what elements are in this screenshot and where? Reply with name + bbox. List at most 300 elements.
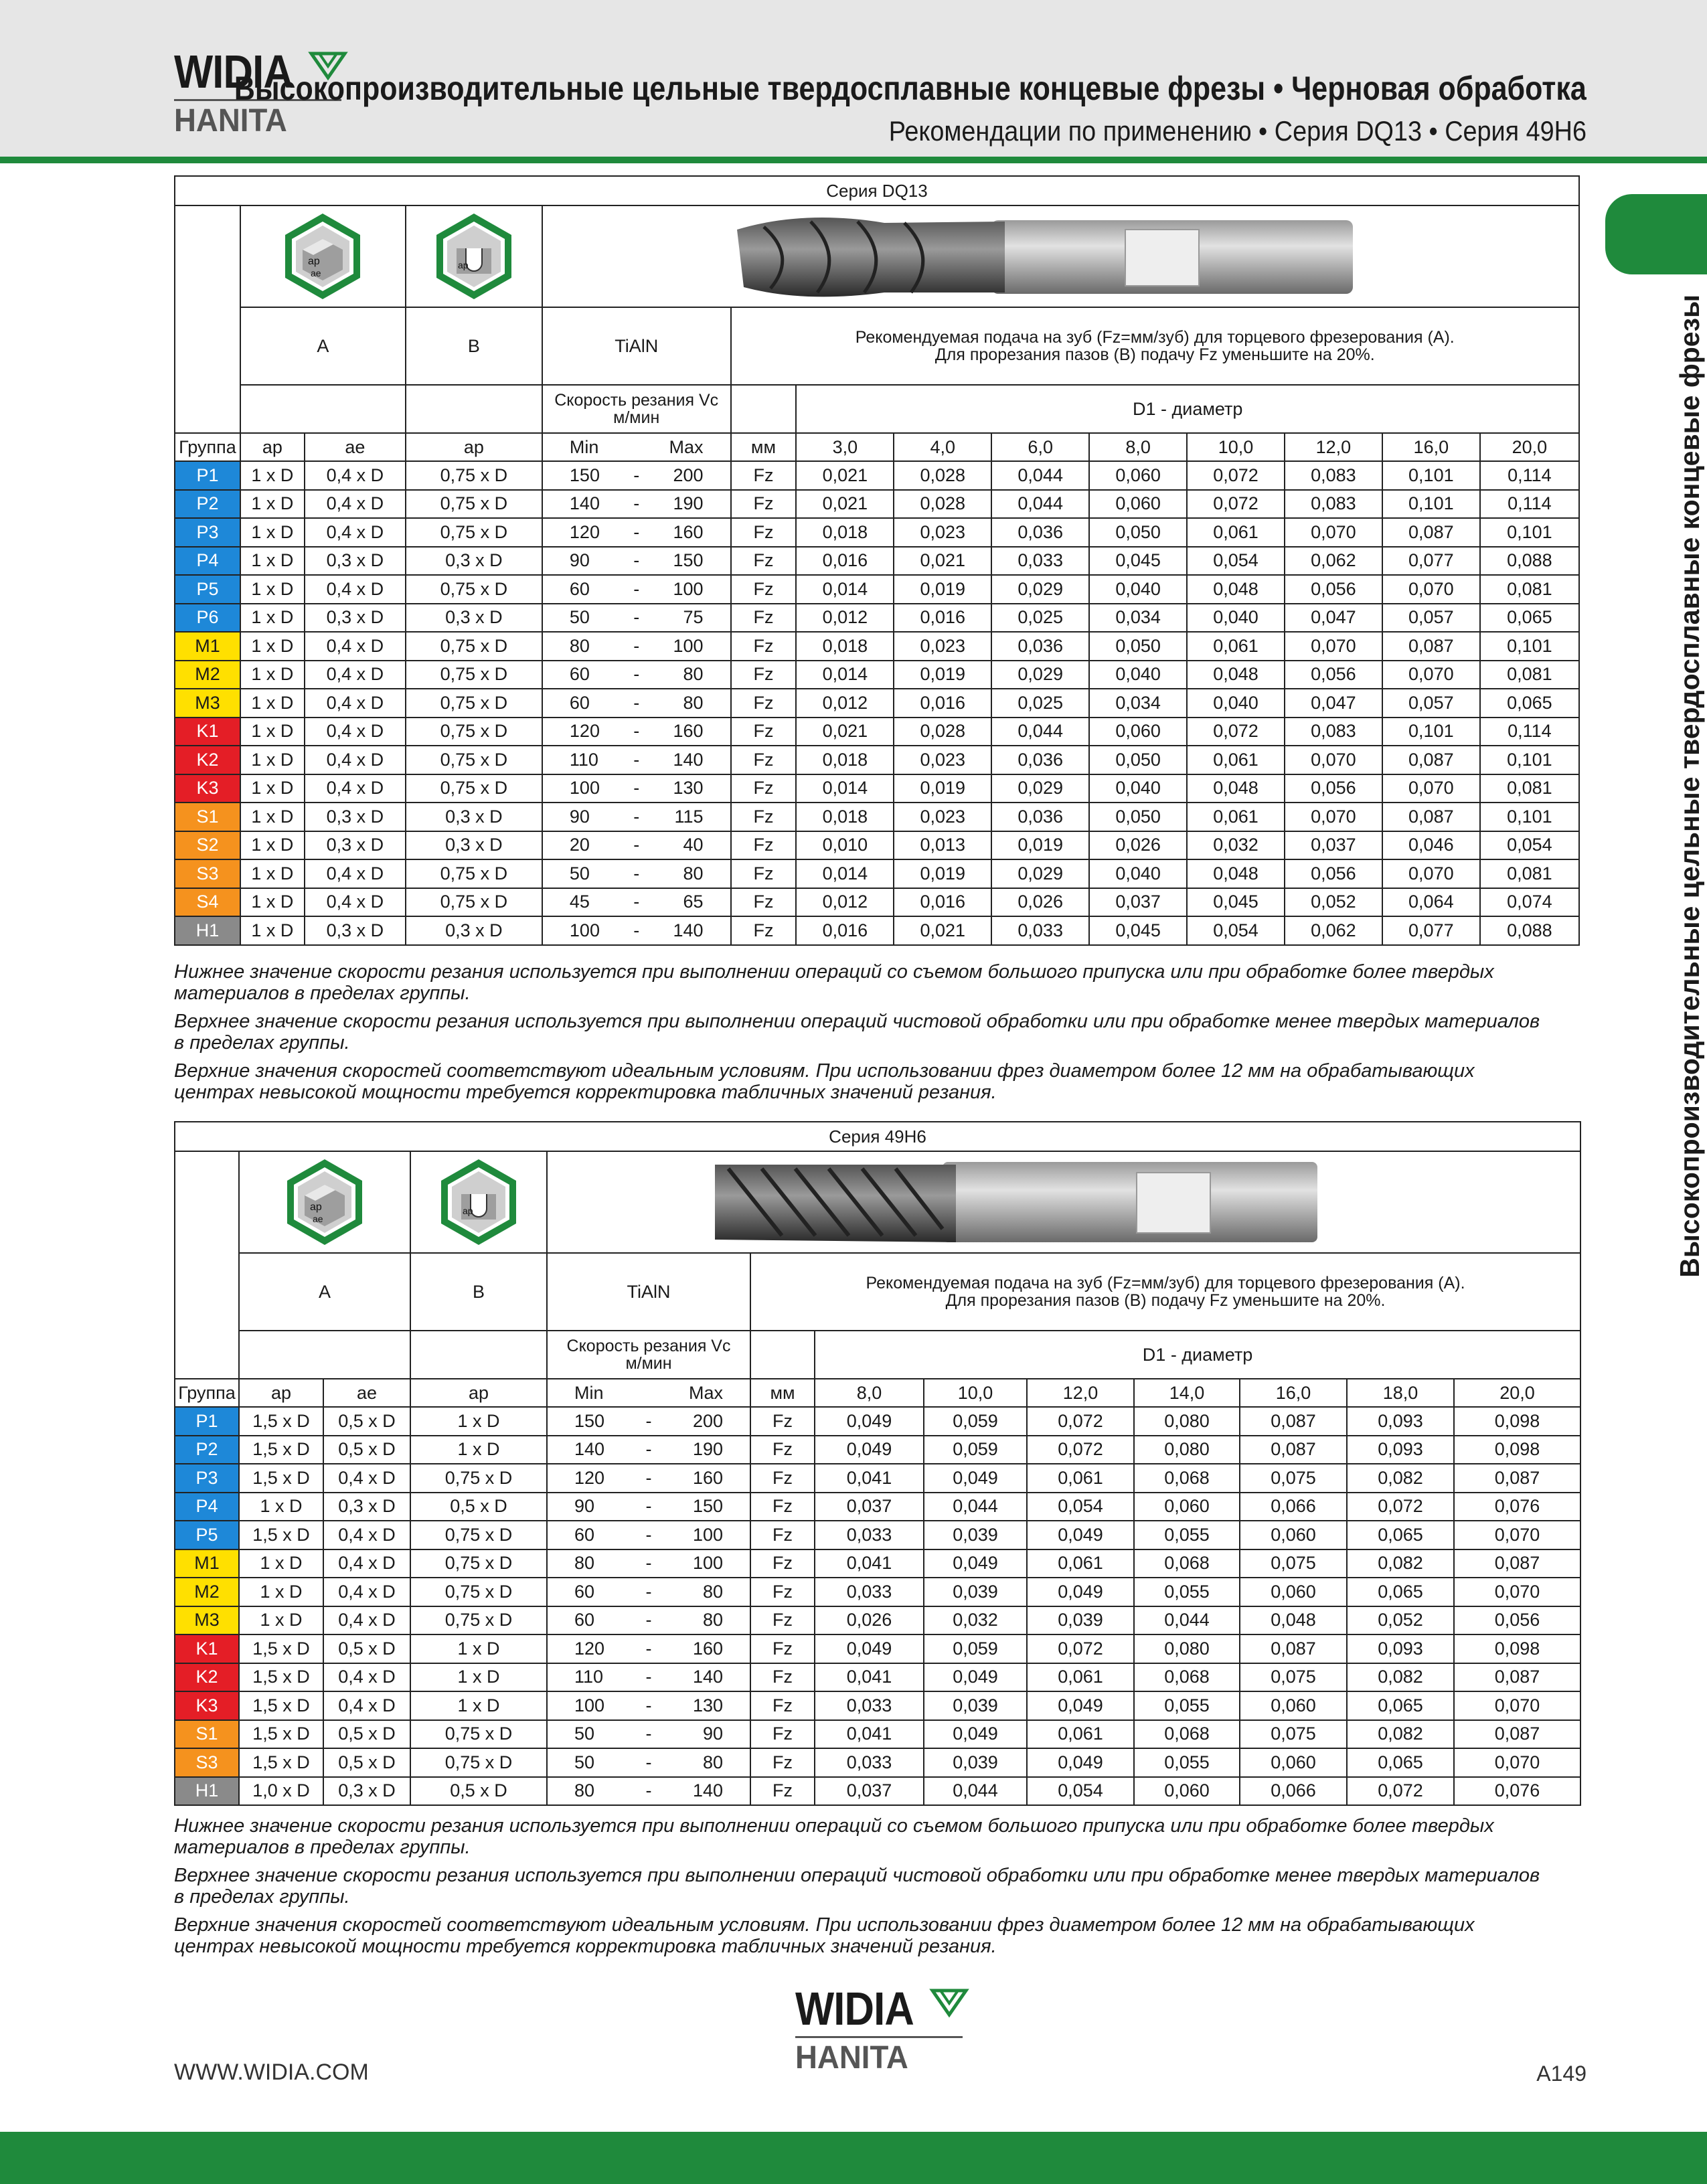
speed-label-line2: м/мин	[613, 408, 660, 427]
depth-ap: 1,0 x D	[239, 1777, 323, 1806]
depth-ap: 1 x D	[240, 461, 305, 490]
feed-value: 0,040	[1187, 689, 1285, 718]
feed-value: 0,050	[1089, 518, 1187, 547]
feed-value: 0,061	[1187, 518, 1285, 547]
icon-ap-label: ap	[457, 260, 469, 270]
feed-value: 0,054	[1187, 547, 1285, 576]
slot-depth-ap: 0,75 x D	[406, 575, 542, 604]
unit-fz: Fz	[750, 1407, 815, 1436]
table-header-row	[175, 433, 1579, 461]
feed-value: 0,010	[796, 831, 894, 860]
feed-value: 0,033	[991, 916, 1089, 945]
feed-value: 0,026	[815, 1606, 924, 1635]
depth-ap: 1 x D	[240, 803, 305, 831]
footer-url[interactable]: WWW.WIDIA.COM	[174, 2060, 369, 2085]
feed-value: 0,087	[1382, 746, 1480, 774]
unit-fz: Fz	[731, 575, 797, 604]
speed-dash: -	[617, 774, 655, 803]
unit-fz: Fz	[731, 547, 797, 576]
speed-max: 190	[667, 1436, 750, 1464]
slot-depth-ap: 0,75 x D	[410, 1748, 547, 1777]
speed-dash: -	[630, 1663, 667, 1692]
speed-max: 80	[655, 689, 730, 718]
depth-ap: 1 x D	[240, 661, 305, 689]
speed-min: 80	[547, 1777, 630, 1806]
diameter-header: 3,0	[796, 433, 894, 461]
notes-49h6	[174, 1815, 1553, 1964]
feed-value: 0,068	[1134, 1663, 1240, 1692]
speed-min: 60	[542, 575, 617, 604]
col-min: Min	[547, 1379, 630, 1407]
note-3: Верхние значения скоростей соответствуют идеальным условиям. При использовании фрез диаметром более 12 мм на обрабатывающих центрах невысокой мощности требуется корректировка табличных значений резания.	[174, 1914, 1475, 1957]
feed-value: 0,087	[1454, 1663, 1580, 1692]
feed-value: 0,049	[815, 1436, 924, 1464]
feed-value: 0,029	[991, 859, 1089, 888]
feed-value: 0,047	[1285, 604, 1382, 633]
speed-dash: -	[630, 1606, 667, 1635]
speed-min: 80	[547, 1549, 630, 1578]
speed-max: 140	[655, 916, 730, 945]
speed-dash: -	[630, 1720, 667, 1749]
feed-value: 0,072	[1027, 1436, 1134, 1464]
feed-value: 0,054	[1027, 1493, 1134, 1521]
feed-value: 0,087	[1382, 632, 1480, 661]
table-row	[175, 689, 1579, 718]
material-group: K3	[175, 1691, 239, 1720]
diameter-header: 16,0	[1382, 433, 1480, 461]
feed-value: 0,033	[815, 1521, 924, 1549]
unit-fz: Fz	[731, 461, 797, 490]
group-header-blank	[175, 205, 240, 433]
feed-value: 0,033	[815, 1748, 924, 1777]
speed-dash: -	[617, 888, 655, 917]
table-row	[175, 1777, 1580, 1806]
speed-min: 120	[542, 518, 617, 547]
note-1: Нижнее значение скорости резания используется при выполнении операций со съемом большого припуска или при обработке более твердых материалов в пределах группы.	[174, 961, 1494, 1004]
feed-value: 0,034	[1089, 604, 1187, 633]
feed-value: 0,082	[1347, 1663, 1454, 1692]
table-dq13	[174, 175, 1580, 946]
feed-value: 0,072	[1027, 1634, 1134, 1663]
speed-dash: -	[617, 689, 655, 718]
table-row	[175, 661, 1579, 689]
col-dash	[617, 433, 655, 461]
feed-value: 0,028	[894, 490, 991, 519]
depth-ap: 1 x D	[239, 1606, 323, 1635]
material-group: M3	[175, 689, 240, 718]
speed-max: 150	[655, 547, 730, 576]
speed-max: 190	[655, 490, 730, 519]
feed-value: 0,072	[1187, 461, 1285, 490]
speed-label	[547, 1331, 750, 1379]
feed-value: 0,055	[1134, 1748, 1240, 1777]
speed-dash: -	[617, 831, 655, 860]
speed-min: 150	[542, 461, 617, 490]
feed-value: 0,044	[991, 718, 1089, 746]
slot-depth-ap: 0,75 x D	[406, 689, 542, 718]
feed-value: 0,012	[796, 689, 894, 718]
feed-value: 0,075	[1240, 1549, 1347, 1578]
material-group: S2	[175, 831, 240, 860]
feed-value: 0,049	[924, 1720, 1027, 1749]
feed-value: 0,034	[1089, 689, 1187, 718]
diameter-header: 20,0	[1480, 433, 1579, 461]
diameter-header: 18,0	[1347, 1379, 1454, 1407]
speed-dash: -	[617, 632, 655, 661]
feed-value: 0,101	[1382, 718, 1480, 746]
feed-value: 0,075	[1240, 1720, 1347, 1749]
feed-value: 0,065	[1347, 1578, 1454, 1606]
speed-min: 50	[547, 1720, 630, 1749]
feed-value: 0,040	[1089, 575, 1187, 604]
diameter-header: 6,0	[991, 433, 1089, 461]
depth-ap: 1 x D	[240, 859, 305, 888]
feed-value: 0,057	[1382, 604, 1480, 633]
table-row	[175, 916, 1579, 945]
speed-max: 75	[655, 604, 730, 633]
feed-value: 0,021	[796, 461, 894, 490]
feed-value: 0,076	[1454, 1493, 1580, 1521]
diameter-label: D1 - диаметр	[796, 385, 1579, 433]
diameter-header: 8,0	[1089, 433, 1187, 461]
feed-value: 0,045	[1089, 916, 1187, 945]
unit-fz: Fz	[750, 1691, 815, 1720]
feed-value: 0,039	[924, 1748, 1027, 1777]
col-group: Группа	[175, 433, 240, 461]
feed-value: 0,037	[1285, 831, 1382, 860]
feed-value: 0,061	[1187, 632, 1285, 661]
width-ae: 0,4 x D	[305, 575, 406, 604]
feed-value: 0,066	[1240, 1777, 1347, 1806]
feed-value: 0,061	[1027, 1720, 1134, 1749]
feed-value: 0,041	[815, 1464, 924, 1493]
feed-value: 0,101	[1480, 518, 1579, 547]
table-row	[175, 575, 1579, 604]
speed-max: 90	[667, 1720, 750, 1749]
material-group: K2	[175, 1663, 239, 1692]
slot-depth-ap: 0,75 x D	[406, 888, 542, 917]
feed-value: 0,061	[1027, 1549, 1134, 1578]
diameter-header: 20,0	[1454, 1379, 1580, 1407]
feed-value: 0,049	[1027, 1748, 1134, 1777]
unit-fz: Fz	[750, 1634, 815, 1663]
speed-max: 40	[655, 831, 730, 860]
note-1: Нижнее значение скорости резания используется при выполнении операций со съемом большого припуска или при обработке более твердых материалов в пределах группы.	[174, 1815, 1494, 1858]
feed-value: 0,018	[796, 803, 894, 831]
width-ae: 0,4 x D	[305, 859, 406, 888]
feed-value: 0,060	[1240, 1691, 1347, 1720]
feed-value: 0,088	[1480, 916, 1579, 945]
speed-min: 140	[542, 490, 617, 519]
material-group: P3	[175, 1464, 239, 1493]
material-group: S3	[175, 859, 240, 888]
unit-fz: Fz	[750, 1493, 815, 1521]
feed-note	[731, 307, 1580, 385]
material-group: P2	[175, 1436, 239, 1464]
feed-value: 0,016	[894, 689, 991, 718]
width-ae: 0,4 x D	[305, 689, 406, 718]
speed-dash: -	[617, 803, 655, 831]
feed-value: 0,080	[1134, 1407, 1240, 1436]
speed-min: 60	[547, 1578, 630, 1606]
feed-value: 0,048	[1187, 661, 1285, 689]
feed-value: 0,087	[1382, 803, 1480, 831]
material-group: M2	[175, 1578, 239, 1606]
feed-note	[750, 1253, 1580, 1331]
diameter-label: D1 - диаметр	[815, 1331, 1580, 1379]
speed-min: 60	[547, 1521, 630, 1549]
feed-value: 0,048	[1187, 859, 1285, 888]
feed-value: 0,044	[1134, 1606, 1240, 1635]
width-ae: 0,4 x D	[305, 888, 406, 917]
feed-value: 0,060	[1240, 1748, 1347, 1777]
side-tab-text: Высокопроизводительные цельные твердосплавные концевые фрезы	[1674, 295, 1705, 1278]
speed-dash: -	[630, 1464, 667, 1493]
diameter-header: 8,0	[815, 1379, 924, 1407]
unit-fz: Fz	[750, 1606, 815, 1635]
material-group: S1	[175, 803, 240, 831]
feed-value: 0,040	[1089, 661, 1187, 689]
feed-value: 0,082	[1347, 1549, 1454, 1578]
slot-depth-ap: 0,3 x D	[406, 547, 542, 576]
feed-value: 0,060	[1134, 1777, 1240, 1806]
feed-value: 0,114	[1480, 490, 1579, 519]
feed-value: 0,083	[1285, 490, 1382, 519]
slot-depth-ap: 0,5 x D	[410, 1493, 547, 1521]
depth-ap: 1,5 x D	[239, 1521, 323, 1549]
speed-label-line1: Скорость резания Vc	[566, 1337, 731, 1355]
col-mm: мм	[731, 433, 797, 461]
material-group: M2	[175, 661, 240, 689]
note-2: Верхнее значение скорости резания используется при выполнении операций чистовой обработки или при обработке менее твердых материалов в пределах группы.	[174, 1011, 1540, 1054]
group-header-blank	[175, 1151, 239, 1379]
feed-value: 0,062	[1285, 916, 1382, 945]
table-row	[175, 518, 1579, 547]
feed-value: 0,068	[1134, 1464, 1240, 1493]
width-ae: 0,4 x D	[305, 461, 406, 490]
speed-dash: -	[617, 859, 655, 888]
speed-dash: -	[630, 1436, 667, 1464]
feed-value: 0,028	[894, 461, 991, 490]
feed-value: 0,049	[815, 1407, 924, 1436]
feed-value: 0,077	[1382, 547, 1480, 576]
feed-value: 0,070	[1454, 1578, 1580, 1606]
feed-value: 0,061	[1187, 746, 1285, 774]
feed-value: 0,049	[1027, 1578, 1134, 1606]
col-a-label: A	[239, 1253, 410, 1331]
blank-mm	[731, 385, 797, 433]
speed-min: 60	[542, 689, 617, 718]
feed-value: 0,101	[1480, 803, 1579, 831]
table-row	[175, 888, 1579, 917]
feed-value: 0,070	[1285, 803, 1382, 831]
feed-value: 0,023	[894, 518, 991, 547]
depth-ap: 1,5 x D	[239, 1634, 323, 1663]
material-group: P1	[175, 461, 240, 490]
feed-value: 0,029	[991, 661, 1089, 689]
feed-value: 0,049	[924, 1663, 1027, 1692]
feed-value: 0,029	[991, 575, 1089, 604]
depth-ap: 1 x D	[240, 916, 305, 945]
feed-value: 0,044	[924, 1493, 1027, 1521]
depth-ap: 1 x D	[240, 575, 305, 604]
material-group: M1	[175, 1549, 239, 1578]
width-ae: 0,4 x D	[305, 746, 406, 774]
speed-dash: -	[617, 575, 655, 604]
col-ae: ae	[305, 433, 406, 461]
unit-fz: Fz	[731, 518, 797, 547]
speed-dash: -	[630, 1493, 667, 1521]
slot-depth-ap: 0,75 x D	[410, 1578, 547, 1606]
feed-value: 0,016	[894, 604, 991, 633]
speed-dash: -	[617, 604, 655, 633]
speed-min: 110	[542, 746, 617, 774]
face-milling-icon	[276, 209, 370, 303]
feed-value: 0,070	[1382, 661, 1480, 689]
tool-image-cell	[547, 1151, 1580, 1253]
depth-ap: 1 x D	[240, 774, 305, 803]
table-row	[175, 746, 1579, 774]
feed-value: 0,060	[1240, 1521, 1347, 1549]
speed-label-line1: Скорость резания Vc	[554, 391, 719, 410]
speed-min: 50	[547, 1748, 630, 1777]
feed-value: 0,087	[1382, 518, 1480, 547]
table-row	[175, 1578, 1580, 1606]
feed-value: 0,033	[815, 1691, 924, 1720]
width-ae: 0,4 x D	[323, 1691, 410, 1720]
material-group: K2	[175, 746, 240, 774]
feed-value: 0,045	[1187, 888, 1285, 917]
feed-value: 0,068	[1134, 1549, 1240, 1578]
feed-value: 0,061	[1027, 1464, 1134, 1493]
header-rule	[0, 157, 1707, 163]
feed-value: 0,093	[1347, 1407, 1454, 1436]
speed-max: 80	[667, 1578, 750, 1606]
slot-depth-ap: 0,75 x D	[406, 632, 542, 661]
speed-max: 100	[655, 575, 730, 604]
slot-depth-ap: 0,75 x D	[410, 1464, 547, 1493]
feed-value: 0,039	[1027, 1606, 1134, 1635]
feed-value: 0,060	[1240, 1578, 1347, 1606]
feed-value: 0,072	[1187, 490, 1285, 519]
feed-value: 0,036	[991, 518, 1089, 547]
speed-max: 130	[667, 1691, 750, 1720]
width-ae: 0,4 x D	[305, 518, 406, 547]
speed-dash: -	[617, 718, 655, 746]
note-2: Верхнее значение скорости резания используется при выполнении операций чистовой обработки или при обработке менее твердых материалов в пределах группы.	[174, 1865, 1540, 1908]
speed-dash: -	[630, 1578, 667, 1606]
speed-max: 160	[667, 1464, 750, 1493]
feed-value: 0,039	[924, 1691, 1027, 1720]
width-ae: 0,5 x D	[323, 1436, 410, 1464]
feed-value: 0,016	[796, 547, 894, 576]
note-3: Верхние значения скоростей соответствуют идеальным условиям. При использовании фрез диаметром более 12 мм на обрабатывающих центрах невысокой мощности требуется корректировка табличных значений резания.	[174, 1060, 1475, 1103]
feed-value: 0,101	[1382, 490, 1480, 519]
speed-dash: -	[617, 916, 655, 945]
speed-label-line2: м/мин	[625, 1354, 672, 1373]
feed-value: 0,059	[924, 1634, 1027, 1663]
feed-value: 0,087	[1454, 1720, 1580, 1749]
slotting-icon	[432, 1155, 525, 1249]
notes-dq13	[174, 961, 1553, 1110]
unit-fz: Fz	[731, 746, 797, 774]
feed-value: 0,041	[815, 1549, 924, 1578]
speed-dash: -	[617, 518, 655, 547]
speed-max: 140	[667, 1663, 750, 1692]
feed-value: 0,070	[1285, 518, 1382, 547]
unit-fz: Fz	[731, 831, 797, 860]
slot-depth-ap: 1 x D	[410, 1407, 547, 1436]
feed-value: 0,060	[1089, 461, 1187, 490]
material-group: H1	[175, 916, 240, 945]
speed-dash: -	[630, 1521, 667, 1549]
feed-value: 0,083	[1285, 718, 1382, 746]
slot-depth-ap: 0,75 x D	[406, 490, 542, 519]
page-subtitle: Рекомендации по применению • Серия DQ13 • Серия 49H6	[888, 115, 1587, 147]
width-ae: 0,4 x D	[323, 1606, 410, 1635]
width-ae: 0,3 x D	[323, 1777, 410, 1806]
depth-ap: 1 x D	[240, 518, 305, 547]
feed-value: 0,098	[1454, 1634, 1580, 1663]
feed-value: 0,070	[1382, 774, 1480, 803]
unit-fz: Fz	[731, 490, 797, 519]
unit-fz: Fz	[731, 916, 797, 945]
diameter-header: 16,0	[1240, 1379, 1347, 1407]
feed-note-line2: Для прорезания пазов (B) подачу Fz уменьшите на 20%.	[945, 1291, 1386, 1310]
diameter-header: 10,0	[1187, 433, 1285, 461]
feed-value: 0,012	[796, 888, 894, 917]
depth-ap: 1 x D	[239, 1493, 323, 1521]
feed-value: 0,062	[1285, 547, 1382, 576]
speed-min: 50	[542, 604, 617, 633]
slot-depth-ap: 1 x D	[410, 1634, 547, 1663]
feed-value: 0,048	[1240, 1606, 1347, 1635]
depth-ap: 1,5 x D	[239, 1663, 323, 1692]
feed-value: 0,081	[1480, 859, 1579, 888]
speed-dash: -	[617, 547, 655, 576]
feed-value: 0,023	[894, 746, 991, 774]
slot-depth-ap: 0,75 x D	[410, 1606, 547, 1635]
speed-dash: -	[630, 1777, 667, 1806]
table-row	[175, 461, 1579, 490]
material-group: P6	[175, 604, 240, 633]
feed-value: 0,093	[1347, 1634, 1454, 1663]
unit-fz: Fz	[750, 1663, 815, 1692]
feed-value: 0,040	[1187, 604, 1285, 633]
depth-ap: 1 x D	[240, 547, 305, 576]
feed-value: 0,066	[1240, 1493, 1347, 1521]
diameter-header: 14,0	[1134, 1379, 1240, 1407]
slot-depth-ap: 0,75 x D	[410, 1720, 547, 1749]
material-group: K1	[175, 1634, 239, 1663]
col-ap-b: ap	[410, 1379, 547, 1407]
speed-dash: -	[630, 1748, 667, 1777]
feed-value: 0,049	[1027, 1521, 1134, 1549]
col-b-label: B	[410, 1253, 547, 1331]
speed-max: 80	[655, 859, 730, 888]
speed-dash: -	[617, 746, 655, 774]
material-group: P4	[175, 547, 240, 576]
slot-depth-ap: 1 x D	[410, 1663, 547, 1692]
feed-value: 0,026	[1089, 831, 1187, 860]
feed-value: 0,065	[1347, 1748, 1454, 1777]
icon-ap-label: ap	[463, 1205, 473, 1216]
unit-fz: Fz	[731, 689, 797, 718]
depth-ap: 1,5 x D	[239, 1748, 323, 1777]
table-row	[175, 1436, 1580, 1464]
width-ae: 0,4 x D	[323, 1663, 410, 1692]
feed-value: 0,081	[1480, 661, 1579, 689]
